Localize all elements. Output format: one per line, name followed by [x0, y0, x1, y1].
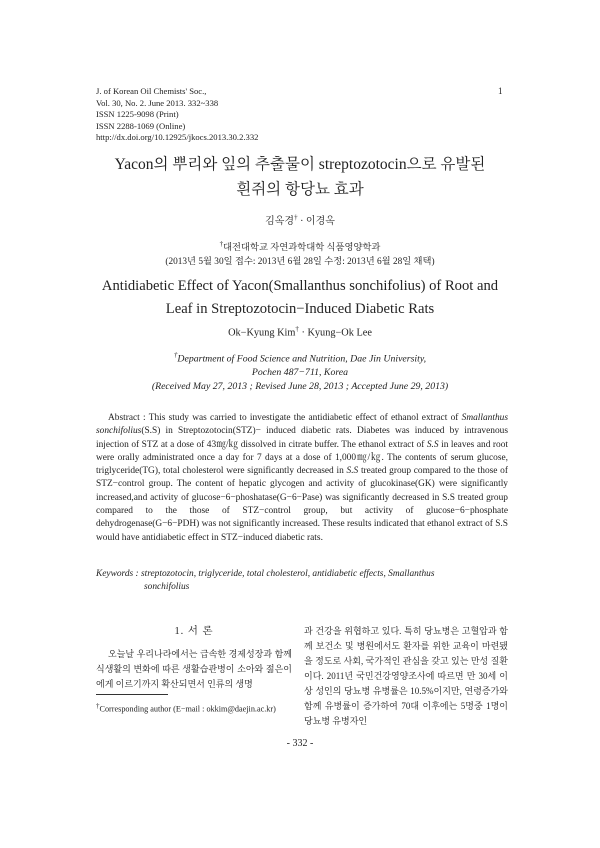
english-corresponding-mark: † — [295, 325, 299, 333]
keywords-label: Keywords — [96, 569, 134, 579]
abstract-ss: S.S — [426, 439, 439, 450]
page-number-top: 1 — [498, 86, 503, 96]
right-column — [304, 624, 508, 729]
abstract-text-3: in leaves and root were orally administrated once a day for 7 days at a dose of 1,000㎎/㎏. The contents of serum glucose, triglyceride(TG), total cholesterol were significantly decreased in — [96, 439, 508, 477]
page-number-bottom: - 332 - — [286, 738, 314, 749]
section-heading: 1. 서 론 — [174, 626, 214, 637]
keywords — [96, 568, 508, 594]
korean-title-line1: Yacon의 뿌리와 잎의 추출물이 streptozotocin으로 유발된 — [114, 156, 486, 173]
korean-dates: (2013년 5월 30일 접수: 2013년 6월 28일 수정: 2013년 6월 28일 채택) — [165, 257, 435, 268]
english-author-1: Ok−Kyung Kim — [228, 327, 296, 339]
footnote — [96, 702, 276, 714]
journal-volume: Vol. 30, No. 2. June 2013. 332~338 — [96, 97, 219, 108]
keywords-line1: : streptozotocin, triglyceride, total cholesterol, antidiabetic effects, Smallanthus — [133, 569, 435, 579]
english-title-line2: Leaf in Streptozotocin−Induced Diabetic Rats — [165, 301, 435, 317]
corresponding-mark: † — [294, 213, 298, 222]
abstract-text-1: : This study was carried to investigate the antidiabetic effect of ethanol extract of — [139, 413, 462, 423]
english-affiliation: Department of Food Science and Nutrition, Dae Jin University, — [177, 353, 427, 365]
korean-author-1: 김옥경 — [265, 216, 295, 227]
english-affiliation-mark: † — [173, 351, 178, 359]
korean-title-line2: 흰쥐의 항당뇨 효과 — [236, 181, 364, 198]
left-column — [96, 624, 292, 692]
intro-left-paragraph: 오늘날 우리나라에서는 급속한 경제성장과 함께 식생활의 변화에 따른 생활습관병이 소아와 젊은이에게 이르기까지 확산되면서 인류의 생명 — [96, 649, 292, 689]
issn-print: ISSN 1225-9098 (Print) — [96, 109, 179, 120]
abstract-label: Abstract — [108, 413, 140, 423]
abstract-text-4: treated group compared to the those of STZ−control group. The content of hepatic glycogen and activity of glucokinase(GK) were significantly increased,and activity of glucose−6−phoshatase(G−6−Pase) was significantly decreased in S.S treated group compared to the those of STZ−control group, but activity of glucose−6−phosphate dehydrogenase(G−6−PDH) was not significantly increased. These results indicated that ethanol extract of S.S would have antidiabetic effect in STZ−induced diabetic rats. — [96, 466, 508, 543]
doi-link[interactable]: http://dx.doi.org/10.12925/jkocs.2013.30.2.332 — [96, 132, 259, 143]
korean-affiliation: 대전대학교 자연과학대학 식품영양학과 — [223, 243, 381, 254]
english-author-2: · Kyung−Ok Lee — [298, 327, 372, 339]
footnote-rule — [96, 694, 168, 695]
footnote-text: Corresponding author (E−mail : okkim@daejin.ac.kr) — [99, 704, 276, 714]
journal-info — [96, 86, 258, 144]
korean-authors — [0, 212, 600, 227]
issn-online: ISSN 2288-1069 (Online) — [96, 120, 186, 131]
journal-name: J. of Korean Oil Chemists' Soc., — [96, 86, 207, 96]
abstract-species: Smallanthus sonchifolius — [96, 413, 508, 437]
abstract-ss-2: S.S — [346, 466, 359, 477]
footnote-mark: † — [96, 702, 100, 710]
english-address: Pochen 487−711, Korea — [251, 367, 349, 379]
english-affiliation-block — [0, 348, 600, 394]
korean-affiliation-block — [0, 237, 600, 269]
korean-author-2: · 이경옥 — [297, 216, 335, 227]
affiliation-mark: † — [219, 240, 224, 248]
abstract-text-2: (S.S) in Streptozotocin(STZ)− induced diabetic rats. Diabetes was induced by intravenous injection of STZ at a dose of 43㎎/㎏ dissolved in citrate buffer. The ethanol extract of — [96, 426, 508, 450]
english-title-line1: Antidiabetic Effect of Yacon(Smallanthus sonchifolius) of Root and — [101, 278, 499, 294]
english-authors — [0, 325, 600, 338]
english-title — [0, 275, 600, 321]
korean-title — [0, 152, 600, 202]
english-dates: (Received May 27, 2013 ; Revised June 28, 2013 ; Accepted June 29, 2013) — [151, 381, 449, 393]
keywords-line2: sonchifolius — [144, 582, 190, 592]
abstract — [96, 412, 508, 545]
intro-right-paragraph: 과 건강을 위협하고 있다. 특히 당뇨병은 고혈압과 함께 보건소 및 병원에서도 환자를 위한 교육이 마련됐을 정도로 사회, 국가적인 관심을 갖고 있는 만성 질환이다. 2011년 국민건강영양조사에 따르면 만 30세 이상 성인의 당뇨병 유병률은 10.5%이지만, 연령증가와 함께 유병률이 증가하여 70대 이후에는 5명중 1명이 당뇨병 유병자인 — [304, 626, 508, 726]
